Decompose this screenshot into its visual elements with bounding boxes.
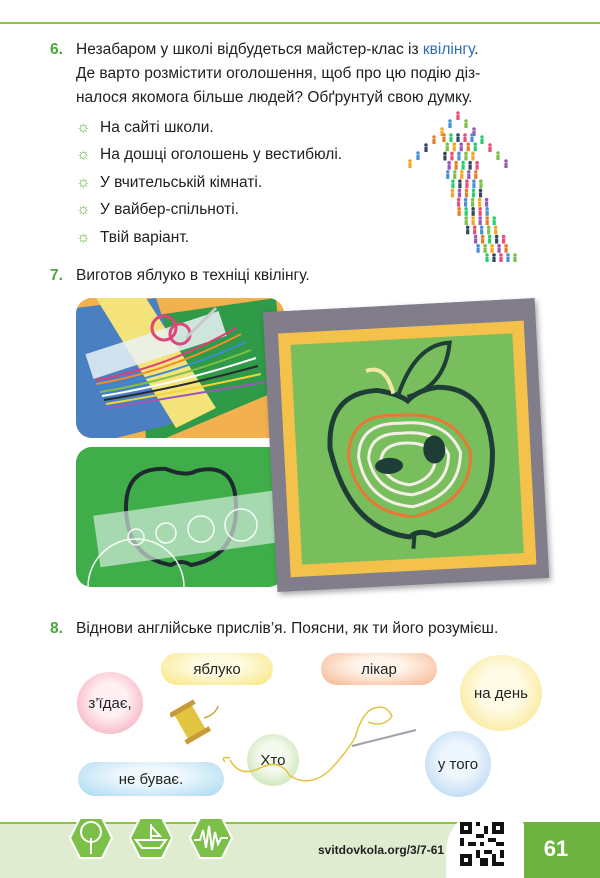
person-figure-body [480, 139, 483, 144]
person-figure-body [472, 211, 475, 216]
person-figure-head [480, 135, 484, 139]
person-figure-head [443, 152, 447, 156]
person-figure-body [485, 202, 488, 207]
option-label: У вайбер-спільноті. [100, 201, 239, 219]
person-figure-body [472, 192, 475, 197]
boat-icon [130, 818, 172, 858]
person-figure-body [495, 239, 498, 244]
person-figure-head [473, 142, 477, 146]
word-card-na-den[interactable]: на день [460, 655, 542, 731]
person-figure-head [467, 170, 471, 174]
sun-icon: ☼ [76, 228, 91, 246]
person-figure-body [457, 202, 460, 207]
person-figure-body [488, 147, 491, 152]
person-figure-head [446, 170, 450, 174]
person-figure-body [470, 137, 473, 142]
person-figure-head [459, 142, 463, 146]
needle-icon [352, 730, 416, 746]
person-figure-body [504, 248, 507, 253]
word-card-yabluko[interactable]: яблуко [161, 653, 273, 685]
task-number: 7. [50, 267, 63, 284]
person-figure-body [408, 163, 411, 168]
person-figure-body [451, 183, 454, 188]
person-figure-body [465, 211, 468, 216]
word-card-likar[interactable]: лікар [321, 653, 437, 685]
person-figure-head [490, 244, 494, 248]
option-label: На сайті школи. [100, 118, 214, 136]
person-figure-head [504, 159, 508, 163]
person-figure-body [493, 220, 496, 225]
person-figure-body [448, 165, 451, 170]
person-figure-body [472, 183, 475, 188]
person-figure-body [483, 248, 486, 253]
page-number: 61 [543, 836, 569, 861]
top-rule [0, 22, 600, 24]
person-figure-head [465, 179, 469, 183]
person-figure-body [499, 257, 502, 262]
person-figure-body [466, 229, 469, 234]
person-figure-head [464, 207, 468, 211]
person-figure-head [502, 235, 506, 239]
person-figure-body [464, 123, 467, 128]
person-figure-head [464, 198, 468, 202]
sun-icon: ☼ [76, 146, 91, 164]
person-figure-head [488, 143, 492, 147]
person-figure-head [468, 161, 472, 165]
option-label: На дошці оголошень у вестибюлі. [100, 146, 343, 164]
person-figure-head [454, 161, 458, 165]
word-card-u-toho[interactable]: у того [425, 731, 491, 797]
person-figure-head [488, 235, 492, 239]
answer-options [76, 114, 396, 252]
tree-icon [70, 818, 112, 858]
person-figure-body [473, 229, 476, 234]
person-figure-body [456, 115, 459, 120]
person-figure-body [471, 202, 474, 207]
person-figure-body [472, 220, 475, 225]
person-figure-body [458, 211, 461, 216]
person-figure-head [483, 244, 487, 248]
footer-icons [56, 808, 246, 868]
person-figure-head [458, 179, 462, 183]
option-label: Твій варіант. [100, 228, 190, 246]
person-figure-body [479, 211, 482, 216]
person-figure-head [470, 133, 474, 137]
person-figure-head [474, 170, 478, 174]
person-figure-body [480, 229, 483, 234]
person-figure-head [464, 216, 468, 220]
person-figure-body [481, 239, 484, 244]
person-figure-body [485, 257, 488, 262]
person-figure-body [479, 192, 482, 197]
person-figure-head [473, 226, 477, 230]
person-figure-body [486, 220, 489, 225]
person-figure-head [452, 142, 456, 146]
person-figure-body [456, 137, 459, 142]
quilled-apple-photo [263, 298, 549, 592]
person-figure-head [506, 253, 510, 257]
person-figure-head [450, 152, 454, 156]
person-figure-body [416, 155, 419, 160]
person-figure-head [445, 142, 449, 146]
person-figure-body [487, 229, 490, 234]
person-figure-body [457, 155, 460, 160]
person-figure-body [469, 165, 472, 170]
person-figure-body [448, 123, 451, 128]
person-figure-body [465, 183, 468, 188]
person-figure-body [474, 146, 477, 151]
option-item [76, 142, 396, 170]
person-figure-head [495, 235, 499, 239]
person-figure-head [485, 216, 489, 220]
person-figure-head [497, 244, 501, 248]
person-figure-head [451, 179, 455, 183]
footer-url[interactable]: svitdovkola.org/3/7-61 [318, 843, 445, 857]
person-figure-body [455, 165, 458, 170]
spool-icon [170, 699, 218, 744]
task-6-line2: Де варто розмістити оголошення, щоб про цю подію діз- [76, 65, 481, 82]
person-figure-body [465, 220, 468, 225]
person-figure-body [446, 146, 449, 151]
person-figure-head [472, 127, 476, 131]
person-figure-body [458, 183, 461, 188]
person-figure-body [446, 174, 449, 179]
person-figure-head [465, 189, 469, 193]
option-item [76, 114, 396, 142]
person-figure-body [492, 257, 495, 262]
person-figure-head [456, 133, 460, 137]
quilling-term: квілінгу [422, 41, 475, 58]
option-label: У вчительській кімнаті. [100, 173, 263, 191]
person-figure-head [440, 127, 444, 131]
person-figure-head [458, 189, 462, 193]
wave-icon [190, 818, 232, 858]
word-card-khto[interactable]: Хто [247, 734, 299, 786]
person-figure-head [471, 216, 475, 220]
person-figure-head [481, 235, 485, 239]
person-figure-head [447, 161, 451, 165]
person-figure-head [457, 152, 461, 156]
person-figure-body [496, 155, 499, 160]
person-figure-body [458, 192, 461, 197]
person-figure-head [416, 151, 420, 155]
person-figure-body [486, 211, 489, 216]
person-figure-head [471, 152, 475, 156]
person-figure-head [449, 133, 453, 137]
person-figure-body [494, 229, 497, 234]
option-item [76, 169, 396, 197]
task-6-line1: Незабаром у школі відбудеться майстер-клас із [76, 41, 423, 58]
person-figure-body [449, 137, 452, 142]
person-figure-head [432, 135, 436, 139]
person-figure-head [456, 111, 460, 115]
sun-icon: ☼ [76, 118, 91, 136]
person-figure-body [502, 239, 505, 244]
person-figure-head [448, 119, 452, 123]
ruler-photo [76, 447, 284, 587]
person-figure-head [471, 198, 475, 202]
person-figure-body [465, 192, 468, 197]
person-figure-body [479, 220, 482, 225]
person-figure-head [479, 179, 483, 183]
crowd-arrow-illustration [398, 108, 530, 270]
person-figure-head [472, 189, 476, 193]
person-figure-body [453, 146, 456, 151]
person-figure-body [460, 146, 463, 151]
person-figure-head [492, 216, 496, 220]
person-figure-body [513, 257, 516, 262]
person-figure-head [485, 198, 489, 202]
person-figure-body [442, 137, 445, 142]
person-figure-head [494, 226, 498, 230]
task-text: Віднови англійське прислів’я. Поясни, як ти його розумієш. [76, 620, 499, 637]
person-figure-head [471, 207, 475, 211]
sun-icon: ☼ [76, 201, 91, 219]
person-figure-head [485, 207, 489, 211]
person-figure-head [451, 189, 455, 193]
option-item [76, 197, 396, 225]
person-figure-head [475, 161, 479, 165]
person-figure-head [479, 189, 483, 193]
person-figure-head [464, 119, 468, 123]
person-figure-head [480, 226, 484, 230]
sun-icon: ☼ [76, 173, 91, 191]
person-figure-body [432, 139, 435, 144]
person-figure-head [474, 235, 478, 239]
person-figure-head [478, 216, 482, 220]
person-figure-head [424, 143, 428, 147]
person-figure-head [457, 198, 461, 202]
person-figure-body [488, 239, 491, 244]
person-figure-body [462, 165, 465, 170]
person-figure-head [504, 244, 508, 248]
person-figure-head [457, 207, 461, 211]
person-figure-head [513, 253, 517, 257]
person-figure-body [471, 155, 474, 160]
thread-illustration [170, 688, 430, 798]
person-figure-body [443, 155, 446, 160]
person-figure-body [506, 257, 509, 262]
person-figure-head [460, 170, 464, 174]
person-figure-body [474, 174, 477, 179]
person-figure-body [467, 174, 470, 179]
person-figure-body [497, 248, 500, 253]
person-figure-body [460, 174, 463, 179]
person-figure-head [466, 226, 470, 230]
person-figure-head [472, 179, 476, 183]
person-figure-body [467, 146, 470, 151]
person-figure-head [476, 244, 480, 248]
quilling-tools-photo [76, 298, 284, 438]
person-figure-body [474, 239, 477, 244]
person-figure-head [463, 133, 467, 137]
task-number: 6. [50, 41, 63, 58]
person-figure-head [478, 198, 482, 202]
person-figure-head [487, 226, 491, 230]
person-figure-body [478, 202, 481, 207]
person-figure-body [476, 165, 479, 170]
person-figure-head [499, 253, 503, 257]
task-text: Виготов яблуко в техніці квілінгу. [76, 267, 310, 284]
person-figure-body [490, 248, 493, 253]
person-figure-head [496, 151, 500, 155]
task-text [76, 38, 570, 110]
person-figure-head [485, 253, 489, 257]
person-figure-head [408, 159, 412, 163]
person-figure-body [451, 192, 454, 197]
person-figure-body [424, 147, 427, 152]
task-6-line3: налося якомога більше людей? Обґрунтуй свою думку. [76, 89, 473, 106]
person-figure-head [461, 161, 465, 165]
person-figure-body [463, 137, 466, 142]
person-figure-head [442, 133, 446, 137]
word-card-ne-buvaie[interactable]: не буває. [78, 762, 224, 796]
person-figure-head [464, 152, 468, 156]
person-figure-body [504, 163, 507, 168]
qr-code-icon[interactable] [460, 822, 504, 866]
person-figure-body [464, 155, 467, 160]
person-figure-body [464, 202, 467, 207]
person-figure-body [479, 183, 482, 188]
word-card-zyidaie[interactable]: з’їдає, [77, 672, 143, 734]
person-figure-body [476, 248, 479, 253]
person-figure-head [478, 207, 482, 211]
person-figure-head [492, 253, 496, 257]
person-figure-body [450, 155, 453, 160]
task-6-line1-end: . [474, 41, 479, 58]
task-number: 8. [50, 620, 63, 637]
person-figure-head [466, 142, 470, 146]
option-item [76, 224, 396, 252]
person-figure-head [453, 170, 457, 174]
person-figure-body [453, 174, 456, 179]
